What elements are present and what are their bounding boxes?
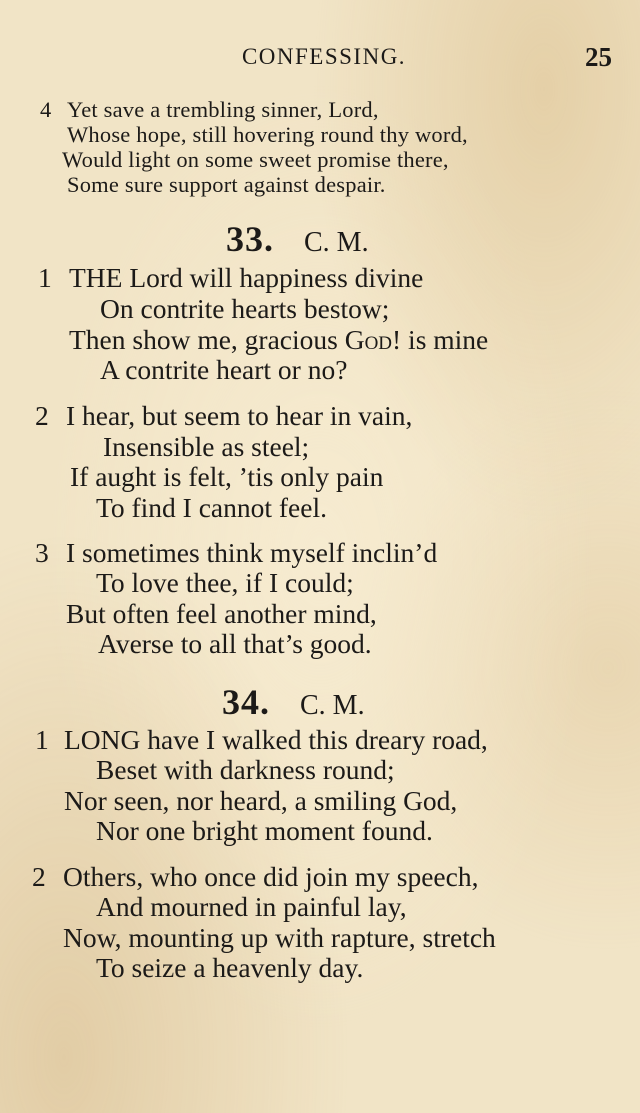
verse-line: Others, who once did join my speech, — [63, 861, 479, 892]
verse-line: I sometimes think myself inclin’d — [66, 537, 438, 568]
stanza-number: 1 — [35, 724, 49, 755]
page-number: 25 — [585, 42, 612, 72]
hymn-meter: C. M. — [300, 690, 365, 721]
verse-line: On contrite hearts bestow; — [100, 293, 390, 324]
running-title: CONFESSING. — [241, 44, 407, 69]
verse-line: THE Lord will happiness divine — [69, 262, 424, 293]
divine-name: God — [344, 324, 393, 355]
hymn-34-heading — [222, 681, 365, 723]
verse-line: To find I cannot feel. — [96, 492, 327, 523]
verse-line: Insensible as steel; — [103, 431, 310, 462]
stanza-number: 2 — [35, 400, 49, 431]
hymn-number: 33. — [226, 219, 274, 259]
verse-line: A contrite heart or no? — [100, 354, 348, 385]
verse-line: LONG have I walked this dreary road, — [64, 724, 488, 755]
verse-line: To seize a heavenly day. — [96, 952, 364, 983]
verse-line: But often feel another mind, — [66, 598, 377, 629]
stanza-number: 1 — [38, 262, 52, 293]
verse-line: And mourned in painful lay, — [96, 891, 407, 922]
verse-line: Beset with darkness round; — [96, 754, 395, 785]
verse-line: If aught is felt, ’tis only pain — [70, 461, 384, 492]
verse-line: To love thee, if I could; — [96, 567, 354, 598]
hymn-33-heading — [226, 218, 369, 260]
verse-line: Some sure support against despair. — [67, 172, 386, 197]
verse-line: I hear, but seem to hear in vain, — [66, 400, 413, 431]
stanza-number: 3 — [35, 537, 49, 568]
verse-line: Averse to all that’s good. — [98, 628, 372, 659]
verse-line: Yet save a trembling sinner, Lord, — [67, 97, 379, 122]
verse-line: Would light on some sweet promise there, — [62, 147, 449, 172]
stanza-number: 4 — [40, 97, 52, 122]
hymn-meter: C. M. — [304, 227, 369, 258]
verse-line: Nor seen, nor heard, a smiling God, — [64, 785, 458, 816]
verse-line: Then show me, gracious God! is mine — [69, 324, 489, 355]
verse-line: Nor one bright moment found. — [96, 815, 433, 846]
stanza-number: 2 — [32, 861, 46, 892]
verse-line: Whose hope, still hovering round thy word, — [67, 122, 468, 147]
hymn-number: 34. — [222, 682, 270, 722]
verse-line: Now, mounting up with rapture, stretch — [63, 922, 496, 953]
